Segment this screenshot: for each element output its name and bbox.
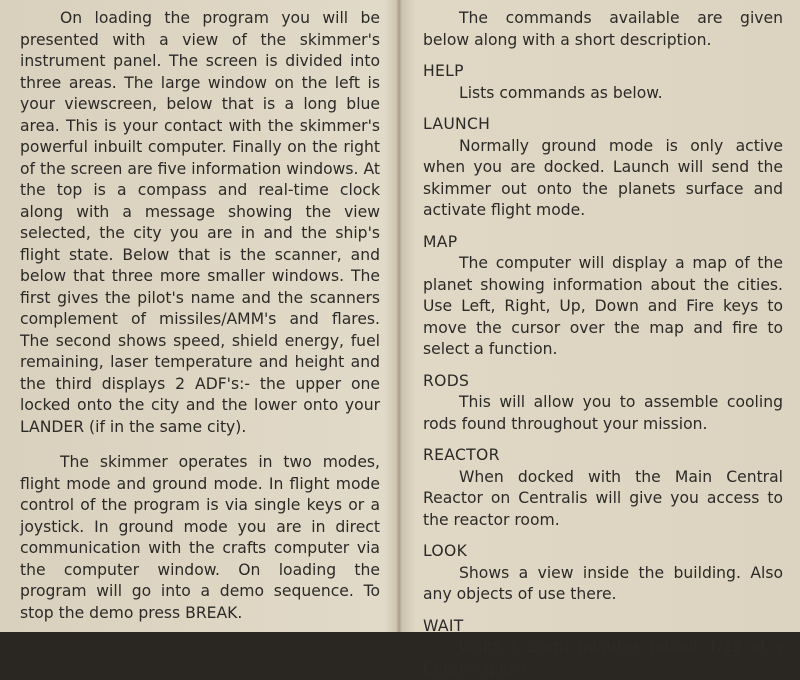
command-name: MAP xyxy=(423,232,783,254)
command-help xyxy=(423,61,783,104)
command-name: HELP xyxy=(423,61,783,83)
command-name: LOOK xyxy=(423,541,783,563)
command-description: Normally ground mode is only active when you are docked. Launch will send the skimmer out onto the planets surface and activate flight mode. xyxy=(423,136,783,222)
commands-intro: The commands available are given below along with a short description. xyxy=(423,8,783,51)
command-description: The computer will display a map of the planet showing information about the cities. Use Left, Right, Up, Down and Fire keys to move the cursor over the map and fire to select a function. xyxy=(423,253,783,361)
command-reactor xyxy=(423,445,783,531)
command-look xyxy=(423,541,783,606)
command-name: WAIT xyxy=(423,616,783,638)
command-description: This will allow you to assemble cooling rods found throughout your mission. xyxy=(423,392,783,435)
page-fold xyxy=(396,0,402,632)
command-wait xyxy=(423,616,783,680)
command-description: Lists commands as below. xyxy=(423,83,783,105)
right-page xyxy=(423,8,783,680)
command-description: Waits 5 Earth minutes (about 1/12 of a Cetan "spin") xyxy=(423,637,783,680)
command-name: RODS xyxy=(423,371,783,393)
command-name: REACTOR xyxy=(423,445,783,467)
paragraph-instrument-panel: On loading the program you will be presented with a view of the skimmer's instrument panel. The screen is divided into three areas. The large window on the left is your viewscreen, below that is a long blue area. This is your contact with the skimmer's powerful inbuilt computer. Finally on the right of the screen are five information windows. At the top is a compass and real-time clock along with a message showing the view selected, the city you are in and the ship's flight state. Below that is the scanner, and below that three more smaller windows. The first gives the pilot's name and the scanners complement of missiles/AMM's and flares. The second shows speed, shield energy, fuel remaining, laser temperature and height and the third displays 2 ADF's:- the upper one locked onto the city and the lower onto your LANDER (if in the same city). xyxy=(20,8,380,438)
command-description: Shows a view inside the building. Also any objects of use there. xyxy=(423,563,783,606)
command-description: When docked with the Main Central Reactor on Centralis will give you access to the reactor room. xyxy=(423,467,783,532)
command-rods xyxy=(423,371,783,436)
left-page xyxy=(20,8,380,638)
command-map xyxy=(423,232,783,361)
command-name: LAUNCH xyxy=(423,114,783,136)
paragraph-modes: The skimmer operates in two modes, flight mode and ground mode. In flight mode control of the program is via single keys or a joystick. In ground mode you are in direct communication with the crafts computer via the computer window. On loading the program will go into a demo sequence. To stop the demo press BREAK. xyxy=(20,452,380,624)
command-launch xyxy=(423,114,783,222)
